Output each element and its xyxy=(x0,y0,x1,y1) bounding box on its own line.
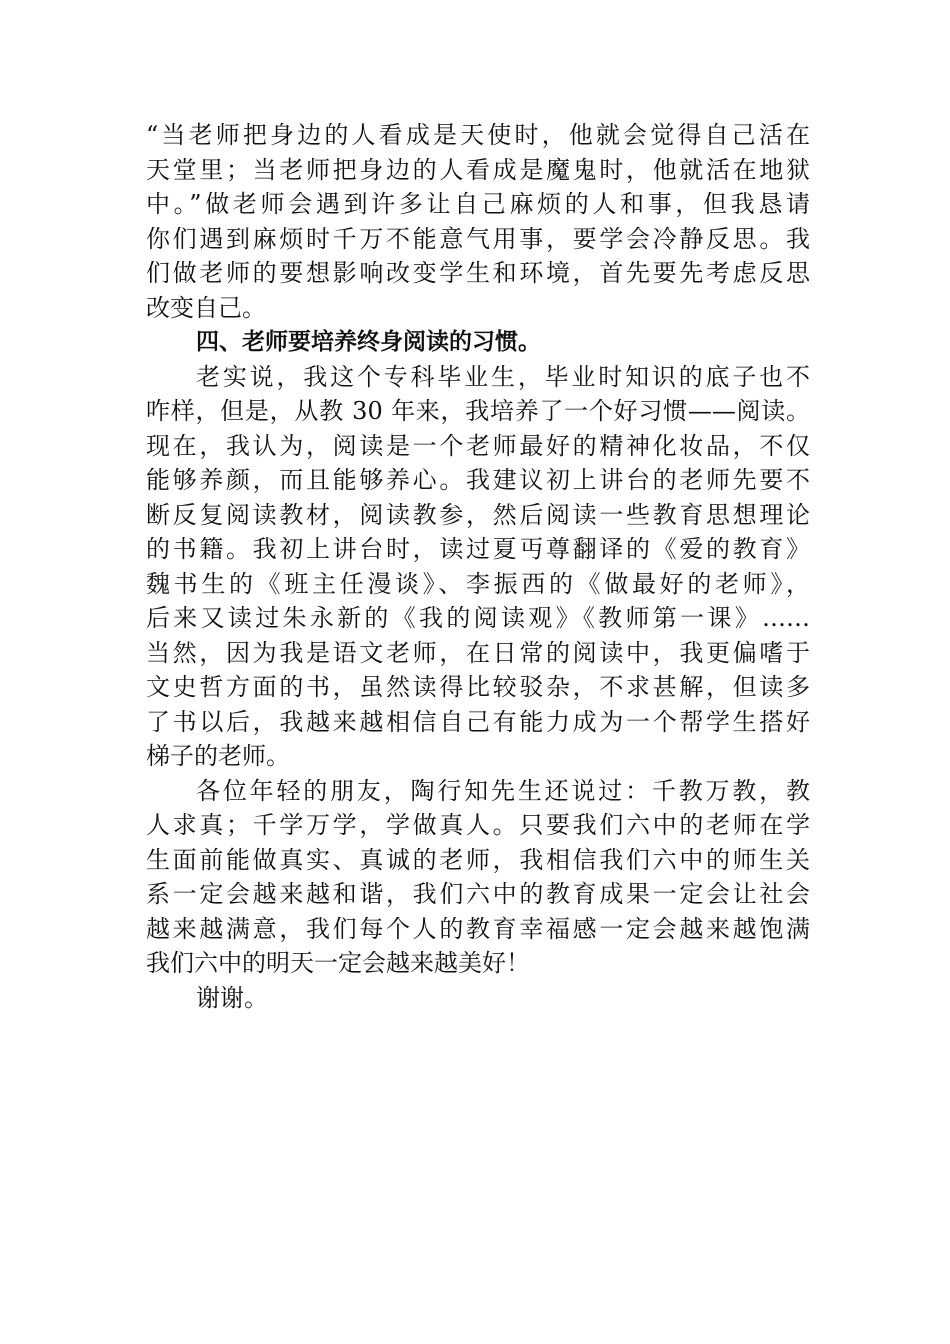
text-line: 各位年轻的朋友，陶行知先生还说过：千教万教，教 xyxy=(196,776,810,805)
text-line: 们做老师的要想影响改变学生和环境，首先要先考虑反思 xyxy=(146,259,810,287)
text-line: 了书以后，我越来越相信自己有能力成为一个帮学生搭好 xyxy=(146,707,810,736)
text-line: 生面前能做真实、真诚的老师，我相信我们六中的师生关 xyxy=(146,845,810,874)
text-line: 当然，因为我是语文老师，在日常的阅读中，我更偏嗜于 xyxy=(146,638,810,667)
text-line: 人求真；千学万学，学做真人。只要我们六中的老师在学 xyxy=(146,811,810,839)
section-heading: 四、老师要培养终身阅读的习惯。 xyxy=(196,329,541,355)
text-line: 梯子的老师。 xyxy=(146,742,290,770)
text-line: 现在，我认为，阅读是一个老师最好的精神化妆品，不仅 xyxy=(146,431,810,460)
text-line: 中。”做老师会遇到许多让自己麻烦的人和事，但我恳请 xyxy=(146,190,810,218)
text-line: 文史哲方面的书，虽然读得比较驳杂，不求甚解，但读多 xyxy=(146,673,810,701)
text-line: 越来越满意，我们每个人的教育幸福感一定会越来越饱满 xyxy=(146,914,810,943)
text-line: 天堂里；当老师把身边的人看成是魔鬼时，他就活在地狱 xyxy=(146,155,810,184)
text-line: 后来又读过朱永新的《我的阅读观》《教师第一课》…… xyxy=(146,604,810,632)
text-line: 改变自己。 xyxy=(146,293,266,322)
text-line: 的书籍。我初上讲台时，读过夏丏尊翻译的《爱的教育》 xyxy=(146,535,810,563)
body-text xyxy=(146,118,810,1015)
text-line: “当老师把身边的人看成是天使时，他就会觉得自己活在 xyxy=(146,121,810,149)
text-line: 你们遇到麻烦时千万不能意气用事，要学会冷静反思。我 xyxy=(146,224,810,253)
text-line: 老实说，我这个专科毕业生，毕业时知识的底子也不 xyxy=(196,362,810,391)
text-line: 咋样，但是，从教 30 年来，我培养了一个好习惯——阅读。 xyxy=(146,397,810,425)
text-line: 魏书生的《班主任漫谈》、李振西的《做最好的老师》， xyxy=(146,569,810,598)
text-line: 断反复阅读教材，阅读教参，然后阅读一些教育思想理论 xyxy=(146,500,810,529)
text-line: 系一定会越来越和谐，我们六中的教育成果一定会让社会 xyxy=(146,880,810,908)
text-line: 能够养颜，而且能够养心。我建议初上讲台的老师先要不 xyxy=(146,466,810,494)
text-line: 我们六中的明天一定会越来越美好！ xyxy=(146,949,530,977)
text-line: 谢谢。 xyxy=(196,983,268,1012)
